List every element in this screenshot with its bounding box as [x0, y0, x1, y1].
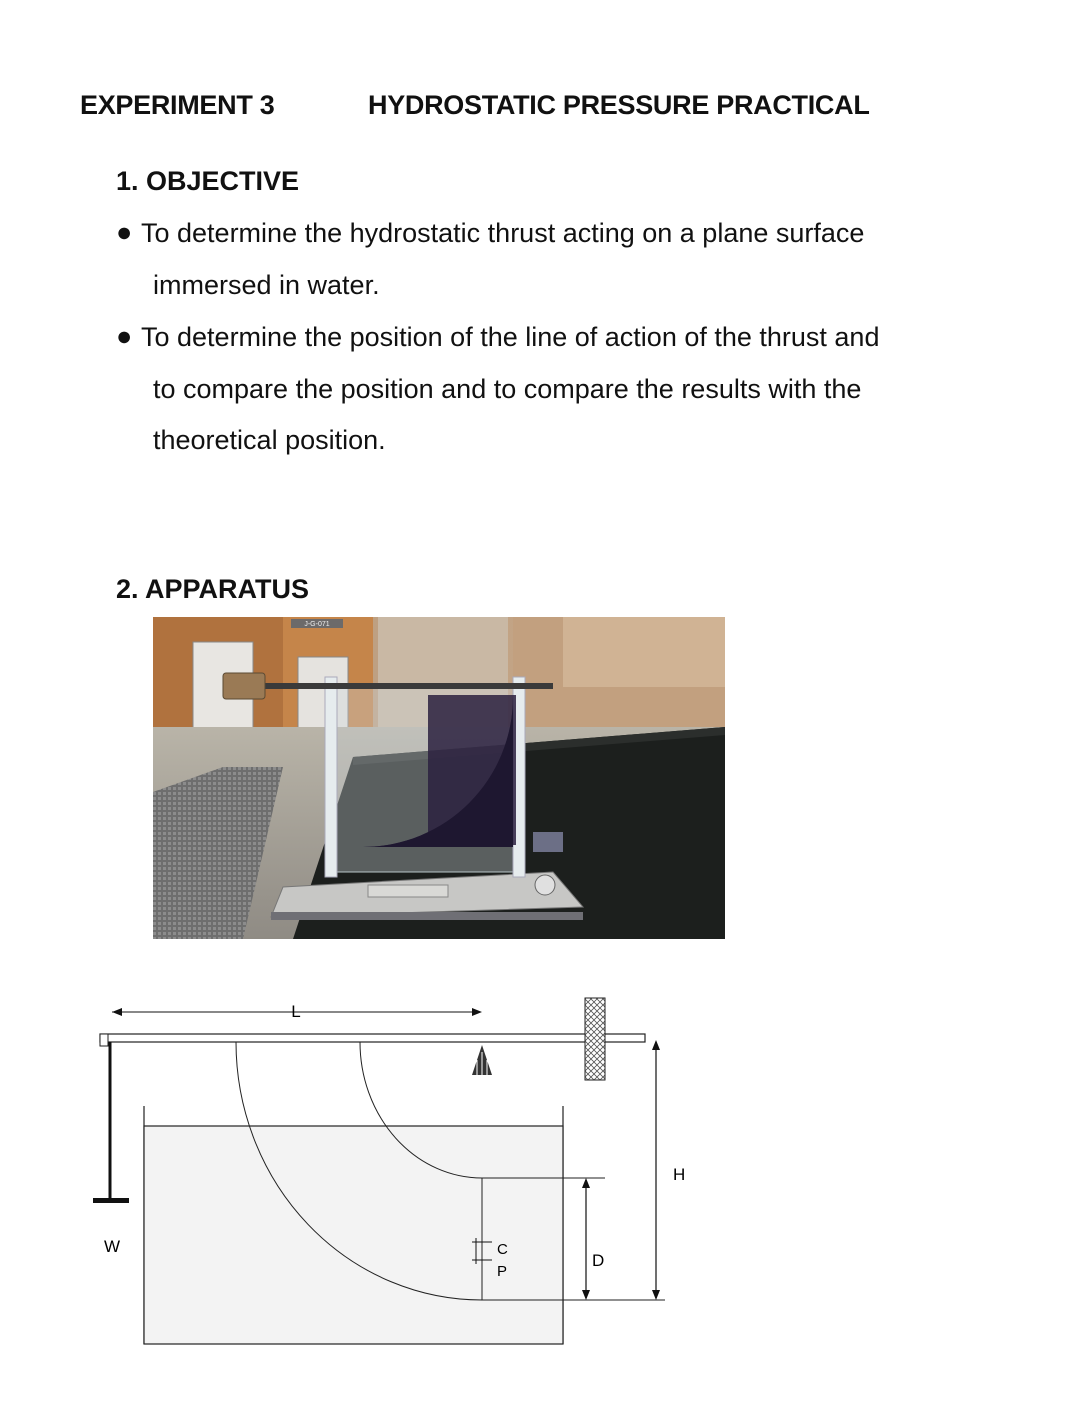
photo-tag-text: J-G-071	[304, 621, 330, 628]
objective-bullet-1-line-1: To determine the hydrostatic thrust acting on a plane surface	[141, 218, 865, 248]
label-P: P	[497, 1263, 508, 1280]
experiment-number: EXPERIMENT 3	[80, 90, 275, 120]
document-title: HYDROSTATIC PRESSURE PRACTICAL	[368, 90, 870, 120]
label-L: L	[291, 1002, 301, 1021]
apparatus-photo	[153, 617, 725, 939]
bullet-icon: ●	[116, 217, 133, 247]
label-D: D	[592, 1251, 605, 1270]
objective-bullet-1-line-2: immersed in water.	[153, 270, 380, 300]
objective-bullet-2-line-1: To determine the position of the line of action of the thrust and	[141, 322, 880, 352]
objective-bullet-2-line-2: to compare the position and to compare the results with the	[153, 374, 862, 404]
objective-bullet-2-line-3: theoretical position.	[153, 425, 386, 455]
apparatus-diagram	[0, 990, 1080, 1370]
bullet-icon: ●	[116, 321, 133, 351]
apparatus-heading: 2. APPARATUS	[116, 574, 310, 604]
objective-heading: 1. OBJECTIVE	[116, 166, 300, 196]
label-H: H	[673, 1165, 686, 1184]
label-C: C	[497, 1241, 508, 1258]
label-W: W	[104, 1237, 121, 1256]
